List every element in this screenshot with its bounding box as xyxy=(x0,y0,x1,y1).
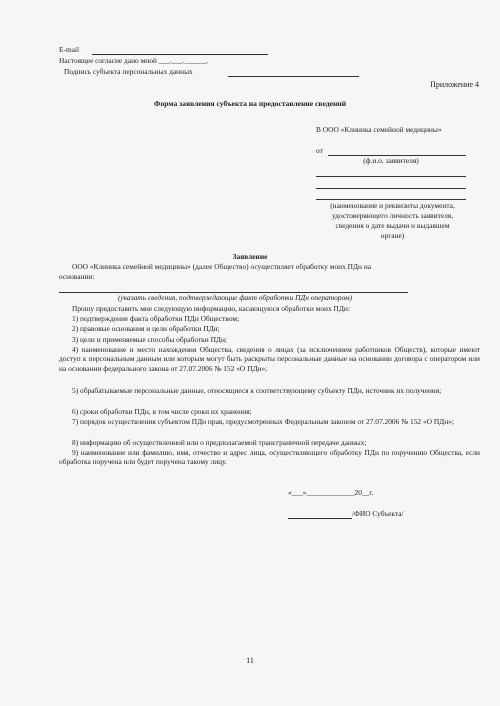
page-number: 11 xyxy=(246,656,254,665)
item-6: 6) сроки обработки ПДн, в том числе сроки их хранения; xyxy=(72,407,252,416)
email-field-line xyxy=(92,54,268,55)
item-9: 9) наименование или фамилию, имя, отчество и адрес лица, осуществляющего обработку ПДн по поручению Общества, если обработка поручена или будет поручена такому лицу. xyxy=(59,448,480,467)
fio-caption: (ф.и.о. заявителя) xyxy=(363,156,419,165)
statement-title: Заявление xyxy=(232,252,268,261)
item-5: 5) обрабатываемые персональные данные, относящиеся к соответствующему субъекту ПДн, источник их получения; xyxy=(72,386,442,395)
addressee-to: В ООО «Клиника семейной медицины» xyxy=(316,125,442,134)
signature-line xyxy=(228,76,359,77)
statement-intro-1: ООО «Клиника семейной медицины» (далее Общество) осуществляет обработку моих ПДн на xyxy=(72,262,372,271)
item-3: 3) цели и применяемые способы обработки ПДн; xyxy=(72,335,227,344)
doc-line-3 xyxy=(316,199,466,200)
addressee-from-label: от xyxy=(316,146,323,155)
item-2: 2) правовые основания и цели обработки ПДн; xyxy=(72,324,220,333)
item-1: 1) подтверждение факта обработки ПДн Обществом; xyxy=(72,314,240,323)
consent-row xyxy=(59,56,209,65)
item-7: 7) порядок осуществления субъектом ПДн прав, предусмотренных Федеральным законом от 27.07.2006 № 152 «О ПДн»; xyxy=(72,417,454,426)
fio-signature-row xyxy=(288,509,404,519)
email-row xyxy=(59,45,79,54)
basis-caption: (указать сведения, подтверждающие факт обработки ПДн оператором) xyxy=(118,293,353,302)
consent-label: Настоящее согласие дано мной xyxy=(59,56,157,65)
item-4: 4) наименование и место нахождения Общества, сведения о лицах (за исключением работников Обществ), которые имеют доступ к персональным данным или которым могут быть раскрыты персональные данные на основании договора с оператором или на основании федерального закона от 27.07.2006 № 152 «О ПДн»; xyxy=(59,345,480,373)
request-line: Прошу предоставить мне следующую информацию, касающуюся обработки моих ПДн: xyxy=(72,304,350,313)
consent-date-blank: ___.___.______. xyxy=(158,56,209,65)
doc-line-1 xyxy=(316,176,466,177)
doc-caption-2: удостоверяющего личность заявителя, xyxy=(331,211,454,220)
statement-intro-2: основании: xyxy=(59,272,95,281)
email-label: E-mail xyxy=(59,45,80,54)
signature-label: Подпись субъекта персональных данных xyxy=(64,67,193,76)
doc-caption-4: органе) xyxy=(380,231,405,240)
form-title: Форма заявления субъекта на предоставление сведений xyxy=(153,99,347,108)
doc-line-2 xyxy=(316,188,466,189)
item-8: 8) информацию об осуществленной или о предполагаемой трансграничной передаче данных; xyxy=(72,438,367,447)
appendix-label: Приложение 4 xyxy=(430,80,479,89)
fio-signature-line xyxy=(288,509,352,519)
doc-caption-3: сведения о дате выдачи и выдавшем xyxy=(335,221,450,230)
fio-label: /ФИО Субъекта/ xyxy=(352,509,404,518)
doc-caption-1: (наименование и реквизиты документа, xyxy=(330,201,455,210)
date-line: «___»_____________20__г. xyxy=(288,488,374,497)
signature-row xyxy=(64,67,193,76)
